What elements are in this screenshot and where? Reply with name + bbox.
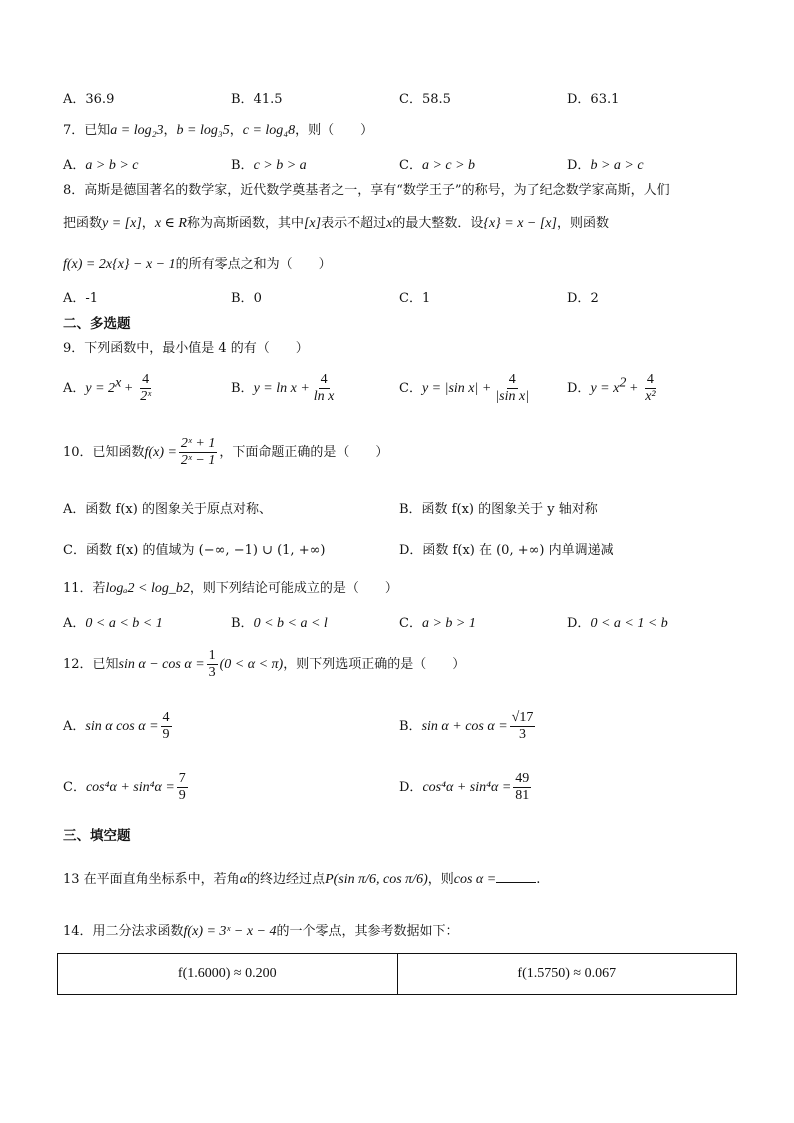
q7-prefix: 7．已知 xyxy=(63,123,111,138)
q8-option-a: A．-1 xyxy=(63,291,99,306)
q12-option-b: B．sin α + cos α = $\frac{√17}{3}$ xyxy=(399,710,534,742)
q8-option-d: D．2 xyxy=(567,291,599,306)
q10-stem: 10．已知函数f(x) = $\frac{\text{2ˣ + 1}}{\text{2ˣ − 1}}$ ，下面命题正确的是（ ） xyxy=(63,436,389,468)
q7-option-a: A．a > b > c xyxy=(63,158,139,173)
q8-function: f(x) = 2x{x} − x − 1 xyxy=(63,257,176,272)
q7-stem: 7．已知a = log₂3，b = log₃5，c = log₄8，则（ ） xyxy=(63,123,374,138)
q7-b-expr: b = log₃5 xyxy=(176,123,230,138)
q12-options-row2 xyxy=(0,771,794,815)
q11-stem: 11．若logₐ2 < log_b2，则下列结论可能成立的是（ ） xyxy=(63,581,398,596)
point-p: P(sin π/6, cos π/6) xyxy=(325,872,428,887)
table-cell: f(1.5750) ≈ 0.067 xyxy=(397,954,737,994)
q6-option-a: A．36.9 xyxy=(63,92,115,107)
q12-option-a: A．sin α cos α = $\frac{4}{9}$ xyxy=(63,710,170,742)
q8-line2: 把函数y = [x]，x ∈ R称为高斯函数，其中[x]表示不超过x的最大整数．设{x} = x − [x]，则函数 xyxy=(63,216,609,231)
q10-options-row2 xyxy=(0,539,794,559)
fraction: $\frac{√17}{3}$ xyxy=(511,710,534,742)
fraction: $\frac{1}{3}$ xyxy=(208,648,216,680)
q8-option-b: B．0 xyxy=(231,291,262,306)
table-cell: f(1.6000) ≈ 0.200 xyxy=(177,966,277,981)
q12-stem: 12．已知sin α − cos α = $\frac{1}{3}$ (0 < α < π)，则下列选项正确的是（ ） xyxy=(63,648,466,680)
fraction: $\frac{4}{\text{2ˣ}}$ xyxy=(140,372,152,404)
q8-line3: f(x) = 2x{x} − x − 1的所有零点之和为（ ） xyxy=(63,257,332,272)
fraction: $\frac{\text{2ˣ + 1}}{\text{2ˣ − 1}}$ xyxy=(180,436,216,468)
q7-c-expr: c = log₄8 xyxy=(242,123,296,138)
fraction: $\frac{4}{9}$ xyxy=(162,710,170,742)
q7-options xyxy=(0,157,794,177)
q7-option-b: B．c > b > a xyxy=(231,158,307,173)
reference-data-table xyxy=(57,953,737,995)
q9-option-a: A．$y = 2^x$ + $\frac{4}{\text{2ˣ}}$ xyxy=(63,372,152,404)
q12-options-row1 xyxy=(0,710,794,754)
q10-option-a: A．函数 f(x) 的图象关于原点对称、 xyxy=(63,502,272,517)
q9-stem: 9．下列函数中，最小值是 4 的有（ ） xyxy=(63,341,309,356)
q9-option-c: C．y = |sin x| + $\frac{4}{\text{|sin x|}}$ xyxy=(399,372,530,404)
q6-options xyxy=(0,91,794,111)
q9-option-b: B．y = ln x + $\frac{4}{\text{ln x}}$ xyxy=(231,372,335,404)
q11-option-c: C．a > b > 1 xyxy=(399,616,476,631)
answer-blank xyxy=(496,870,536,883)
q10-option-c: C．函数 f(x) 的值域为 (−∞, −1) ∪ (1, +∞) xyxy=(63,543,326,558)
q6-option-c: C．58.5 xyxy=(399,92,451,107)
q13-stem: 13 在平面直角坐标系中，若角α的终边经过点P(sin π/6, cos π/6)，则cos α = . xyxy=(63,872,541,887)
q7-a-expr: a = log₂3 xyxy=(110,123,164,138)
q11-options xyxy=(0,615,794,635)
q10-option-d: D．函数 f(x) 在 (0, +∞) 内单调递减 xyxy=(399,543,614,558)
q12-option-c: C．cos⁴α + sin⁴α = $\frac{7}{9}$ xyxy=(63,771,186,803)
gauss-function: y = [x] xyxy=(102,216,142,231)
fraction: $\frac{4}{\text{|sin x|}}$ xyxy=(495,372,530,404)
fraction: $\frac{7}{9}$ xyxy=(178,771,186,803)
q6-option-d: D．63.1 xyxy=(567,92,620,107)
q8-line1: 8．高斯是德国著名的数学家，近代数学奠基者之一，享有“数学王子”的称号，为了纪念数学家高斯，人们 xyxy=(63,183,670,198)
q8-options xyxy=(0,290,794,310)
q9-option-d: D．$y = x^2$ + $\frac{4}{\text{x²}}$ xyxy=(567,372,656,404)
q6-option-b: B．41.5 xyxy=(231,92,283,107)
q11-option-d: D．0 < a < 1 < b xyxy=(567,616,668,631)
q7-option-c: C．a > c > b xyxy=(399,158,476,173)
fraction: $\frac{4}{\text{ln x}}$ xyxy=(313,372,335,404)
q10-option-b: B．函数 f(x) 的图象关于 y 轴对称 xyxy=(399,502,598,517)
q7-option-d: D．b > a > c xyxy=(567,158,644,173)
q10-options-row1 xyxy=(0,498,794,518)
section-title-fill-in: 三、填空题 xyxy=(63,828,131,844)
section-title-multiple-choice: 二、多选题 xyxy=(63,316,131,332)
q14-stem: 14．用二分法求函数f(x) = 3ˣ − x − 4的一个零点，其参考数据如下： xyxy=(63,924,459,939)
q11-option-a: A．0 < a < b < 1 xyxy=(63,616,163,631)
q9-options xyxy=(0,368,794,412)
q12-option-d: D．cos⁴α + sin⁴α = $\frac{49}{81}$ xyxy=(399,771,530,803)
q7-suffix: ，则（ ） xyxy=(295,123,374,138)
q11-option-b: B．0 < b < a < l xyxy=(231,616,328,631)
fraction: $\frac{4}{\text{x²}}$ xyxy=(645,372,656,404)
q8-option-c: C．1 xyxy=(399,291,431,306)
fraction: $\frac{49}{81}$ xyxy=(515,771,530,803)
